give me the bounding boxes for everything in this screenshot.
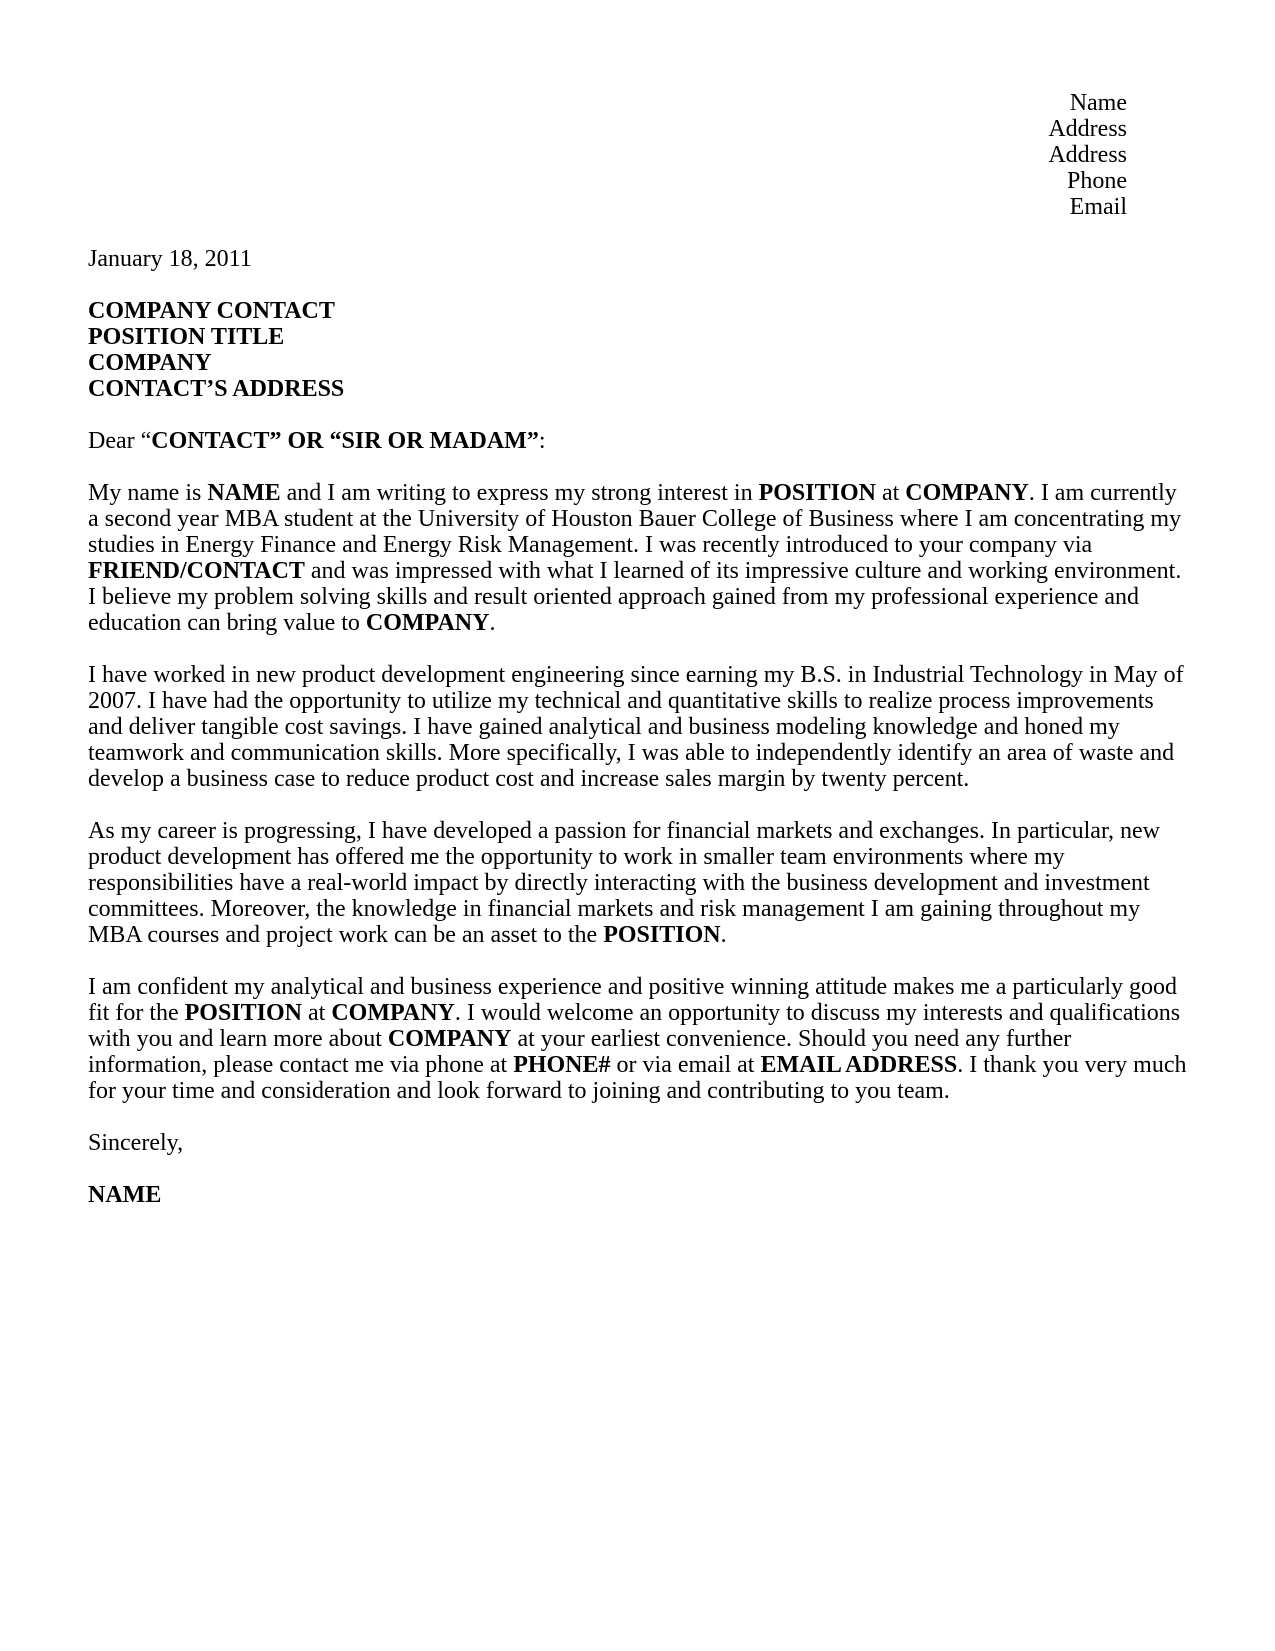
text-segment: Dear “: [88, 428, 152, 454]
sender-line-address-2: Address: [1048, 142, 1127, 168]
placeholder-field: POSITION: [603, 922, 721, 948]
placeholder-field: PHONE#: [513, 1052, 611, 1078]
placeholder-field: EMAIL ADDRESS: [760, 1052, 958, 1078]
text-segment: at your earliest convenience. Should you need any further information, please contact me via phone at: [88, 1026, 1072, 1078]
placeholder-field: POSITION: [184, 1000, 303, 1026]
recipient-address-block: [88, 298, 1188, 402]
recipient-line-company: COMPANY: [88, 350, 212, 376]
text-segment: My name is: [88, 480, 208, 506]
text-segment: As my career is progressing, I have developed a passion for financial markets and exchanges. In particular, new product development has offered me the opportunity to work in smaller team environments where my responsibilities have a real-world impact by directly interacting with the business development and investment committees. Moreover, the knowledge in financial markets and risk management I am gaining throughout my MBA courses and project work can be an asset to the: [88, 818, 1160, 948]
body-paragraph-3: [88, 818, 1188, 948]
text-segment: . I would welcome an opportunity to discuss my interests and qualifications with you and learn more about: [88, 1000, 1181, 1052]
sender-line-address-1: Address: [1048, 116, 1127, 142]
salutation: [88, 428, 1188, 454]
body-paragraph-1: [88, 480, 1188, 636]
text-segment: .: [489, 610, 496, 636]
text-segment: at: [302, 1000, 332, 1026]
recipient-line-position: POSITION TITLE: [88, 324, 285, 350]
text-segment: at: [875, 480, 906, 506]
signature-name: NAME: [88, 1182, 162, 1208]
text-segment: .: [720, 922, 727, 948]
recipient-line-contact: COMPANY CONTACT: [88, 298, 335, 324]
placeholder-field: COMPANY: [905, 480, 1029, 506]
text-segment: or via email at: [610, 1052, 761, 1078]
placeholder-field: COMPANY: [331, 1000, 455, 1026]
placeholder-field: COMPANY: [365, 610, 490, 636]
text-segment: . I thank you very much for your time and consideration and look forward to joining and contributing to you team.: [88, 1052, 1187, 1104]
recipient-line-address: CONTACT’S ADDRESS: [88, 376, 345, 402]
sender-line-phone: Phone: [1067, 168, 1127, 194]
text-segment: I am confident my analytical and business experience and positive winning attitude makes me a particularly good fit for the: [88, 974, 1177, 1026]
sender-line-email: Email: [1069, 194, 1127, 220]
text-segment: I have worked in new product development engineering since earning my B.S. in Industrial Technology in May of 2007. I have had the opportunity to utilize my technical and quantitative skills to realize process improvements and deliver tangible cost savings. I have gained analytical and business modeling knowledge and honed my teamwork and communication skills. More specifically, I was able to independently identify an area of waste and develop a business case to reduce product cost and increase sales margin by twenty percent.: [88, 662, 1184, 792]
sender-line-name: Name: [1069, 90, 1127, 116]
text-segment: and was impressed with what I learned of its impressive culture and working environment. I believe my problem solving skills and result oriented approach gained from my professional experience and education can bring value to: [88, 558, 1182, 636]
text-segment: and I am writing to express my strong interest in: [280, 480, 759, 506]
text-segment: . I am currently a second year MBA student at the University of Houston Bauer College of Business where I am concentrating my studies in Energy Finance and Energy Risk Management. I was recently introduced to your company via: [88, 480, 1182, 558]
closing-line: Sincerely,: [88, 1130, 184, 1156]
text-segment: :: [538, 428, 546, 454]
body-paragraph-4: [88, 974, 1188, 1104]
placeholder-field: CONTACT” OR “SIR OR MADAM”: [151, 428, 539, 454]
placeholder-field: NAME: [207, 480, 281, 506]
placeholder-field: COMPANY: [387, 1026, 512, 1052]
placeholder-field: POSITION: [758, 480, 876, 506]
sender-address-block: [88, 90, 1127, 220]
body-paragraph-2: [88, 662, 1188, 792]
date-line: January 18, 2011: [88, 246, 252, 272]
placeholder-field: FRIEND/CONTACT: [88, 558, 305, 584]
